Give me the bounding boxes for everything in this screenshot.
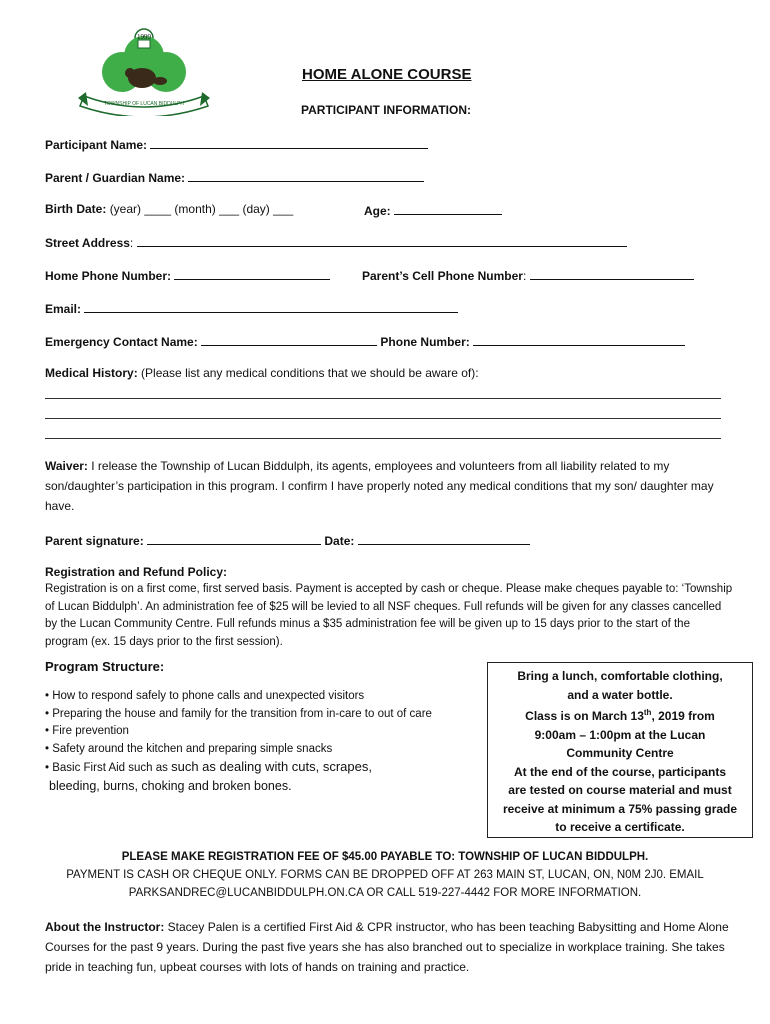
program-item-3: • Fire prevention — [45, 725, 129, 737]
info-line-4: 9:00am – 1:00pm at the Lucan — [534, 727, 706, 742]
info-line-3a: Class is on March 13 — [525, 709, 644, 723]
instructor-text: Stacey Palen is a certified First Aid & CPR instructor, who has been teaching Babysitting and Home Alone Courses for the past 9 years. During the past five years she has also branched out to specialize in workplace training. She takes pride in teaching fun, upbeat courses with lots of hands on training and practice. — [45, 920, 729, 974]
info-line-1: Bring a lunch, comfortable clothing, — [517, 669, 723, 683]
info-line-3b: , 2019 from — [651, 709, 715, 723]
age-label: Age: — [364, 204, 391, 218]
guardian-name-row — [45, 169, 424, 185]
birth-year-field[interactable]: (year) ____ — [109, 202, 172, 216]
guardian-name-field[interactable] — [188, 169, 424, 182]
birth-month-field[interactable]: (month) ___ — [174, 202, 240, 216]
township-logo — [76, 26, 212, 116]
medical-history-label: Medical History: — [45, 366, 138, 380]
cell-phone-field[interactable] — [530, 267, 694, 280]
emergency-contact-field[interactable] — [201, 333, 377, 346]
medical-history-line-2[interactable] — [45, 418, 721, 419]
home-phone-field[interactable] — [174, 267, 330, 280]
signature-row — [45, 532, 530, 548]
program-item-5-b: such as dealing with cuts, scrapes, — [171, 759, 372, 774]
signature-label: Parent signature: — [45, 534, 144, 548]
email-row — [45, 300, 458, 316]
street-address-field[interactable] — [137, 234, 627, 247]
emergency-contact-label: Emergency Contact Name: — [45, 335, 198, 349]
program-item-1: • How to respond safely to phone calls and unexpected visitors — [45, 690, 365, 702]
phone-number-field[interactable] — [473, 333, 685, 346]
cell-phone-row: Parent’s Cell Phone Number: — [362, 267, 694, 283]
course-info-box — [487, 662, 753, 838]
instructor-paragraph — [45, 917, 735, 977]
medical-history-line-3[interactable] — [45, 438, 721, 439]
phone-number-label: Phone Number: — [380, 335, 470, 349]
program-item-4: • Safety around the kitchen and preparing simple snacks — [45, 742, 333, 755]
info-line-8: receive at minimum a 75% passing grade — [502, 801, 738, 816]
street-address-row: Street Address: — [45, 234, 627, 250]
program-list — [45, 688, 485, 795]
program-item-2: • Preparing the house and family for the transition from in-care to out of care — [45, 707, 432, 720]
program-heading: Program Structure: — [45, 659, 165, 674]
policy-text: Registration is on a first come, first served basis. Payment is accepted by cash or cheque. Please make cheques payable to: ‘Township of Lucan Biddulph’. An administration fee of $25 will be levied to all NSF cheques. Full refunds will be given for any classes cancelled by the Lucan Community Centre. Full refunds minus a $35 administration fee will be given up to 15 days prior to the start of the program (ex. 15 days prior to the first session). — [45, 583, 733, 648]
participant-name-row — [45, 136, 428, 152]
registration-line-3: PARKSANDREC@LUCANBIDDULPH.ON.CA OR CALL 519-227-4442 FOR MORE INFORMATION. — [128, 887, 642, 899]
info-line-3 — [488, 704, 752, 726]
program-item-5-a: • Basic First Aid such as — [45, 762, 168, 774]
registration-line-2: PAYMENT IS CASH OR CHEQUE ONLY. FORMS CAN BE DROPPED OFF AT 263 MAIN ST, LUCAN, ON, N0M 2J0. EMAIL — [66, 869, 704, 881]
info-line-6: At the end of the course, participants — [513, 764, 727, 779]
medical-history-line-1[interactable] — [45, 398, 721, 399]
age-row — [364, 202, 502, 218]
medical-history-row — [45, 366, 479, 380]
birth-day-field[interactable]: (day) ___ — [242, 202, 294, 216]
age-field[interactable] — [394, 202, 502, 215]
cell-phone-label: Parent’s Cell Phone Number — [362, 269, 523, 283]
program-item-5 — [45, 758, 485, 778]
home-phone-row — [45, 267, 330, 283]
home-phone-label: Home Phone Number: — [45, 269, 172, 283]
signature-date-field[interactable] — [358, 532, 530, 545]
logo-ring-text: TOWNSHIP OF LUCAN BIDDULPH — [103, 101, 185, 107]
program-item-5-c: bleeding, burns, choking and broken bones. — [49, 778, 292, 793]
birth-date-label: Birth Date: — [45, 202, 107, 216]
waiver-text: I release the Township of Lucan Biddulph, its agents, employees and volunteers from all liability related to my son/daughter’s participation in this program. I confirm I have properly noted any medical conditions that my son/ daughter may have. — [45, 459, 714, 513]
street-address-label: Street Address — [45, 236, 130, 250]
info-line-9: to receive a certificate. — [555, 820, 685, 834]
email-field[interactable] — [84, 300, 458, 313]
policy-heading: Registration and Refund Policy: — [45, 565, 228, 579]
signature-field[interactable] — [147, 532, 321, 545]
page-title: HOME ALONE COURSE — [302, 66, 472, 83]
instructor-label: About the Instructor: — [45, 920, 165, 934]
emergency-contact-row — [45, 333, 685, 349]
info-line-7: are tested on course material and must — [508, 783, 732, 797]
birth-date-row — [45, 202, 293, 216]
email-label: Email: — [45, 302, 82, 316]
guardian-name-label: Parent / Guardian Name: — [45, 171, 186, 185]
info-line-5: Community Centre — [566, 746, 674, 760]
signature-date-label: Date: — [324, 534, 355, 548]
participant-name-field[interactable] — [150, 136, 428, 149]
participant-name-label: Participant Name: — [45, 138, 148, 152]
info-line-2: and a water bottle. — [567, 687, 673, 702]
info-line-3-sup: th — [643, 708, 652, 717]
registration-block — [30, 848, 740, 902]
section-title: PARTICIPANT INFORMATION: — [301, 103, 471, 117]
waiver-paragraph — [45, 456, 735, 516]
medical-history-hint: (Please list any medical conditions that we should be aware of): — [141, 366, 479, 380]
waiver-label: Waiver: — [45, 459, 88, 473]
registration-line-1: PLEASE MAKE REGISTRATION FEE OF $45.00 PAYABLE TO: TOWNSHIP OF LUCAN BIDDULPH. — [121, 851, 649, 863]
logo-year: 1999 — [137, 33, 151, 41]
